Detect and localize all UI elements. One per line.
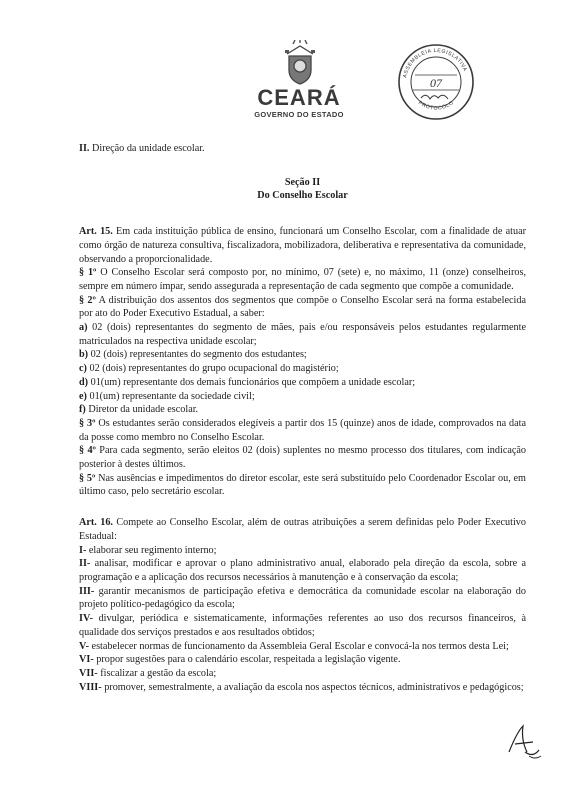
paragraph-text: Para cada segmento, serão eleitos 02 (dois) suplentes no mesmo processo dos titulares, com indicação posterior à destes últimos.	[79, 445, 526, 471]
intro-item-text: Direção da unidade escolar.	[89, 143, 205, 154]
protocol-stamp	[396, 42, 476, 122]
list-item	[79, 667, 526, 681]
paragraph-label: § 1º	[79, 267, 97, 279]
item-text: Diretor da unidade escolar.	[85, 404, 199, 416]
item-label: III-	[79, 585, 95, 597]
paragraph-label: § 4º	[79, 445, 96, 457]
government-logo	[232, 87, 366, 119]
item-label: e)	[79, 390, 87, 402]
document-body	[79, 142, 526, 694]
article-15-text: Em cada instituição pública de ensino, funcionará um Conselho Escolar, com a finalidade de atuar como órgão de natureza consultiva, fiscalizadora, mobilizadora, deliberativa e representativa da comunidade, observando a proporcionalidade.	[79, 226, 526, 265]
item-text: elaborar seu regimento interno;	[86, 544, 217, 556]
article-15-paragraph-4	[79, 444, 526, 471]
item-label: VII-	[79, 667, 98, 679]
item-label: IV-	[79, 613, 93, 625]
item-label: V-	[79, 640, 89, 652]
svg-text:PROTOCOLO: PROTOCOLO	[417, 99, 456, 112]
item-text: estabelecer normas de funcionamento da Assembleia Geral Escolar e convocá-la nos termos desta Lei;	[89, 640, 509, 652]
paragraph-text: Os estudantes serão considerados elegíveis a partir dos 15 (quinze) anos de idade, comprovados na data da posse como membro no Conselho Escolar.	[79, 417, 526, 443]
list-item	[79, 681, 526, 695]
item-text: analisar, modificar e aprovar o plano administrativo anual, elaborado pela direção da escola, sobre a programação e a aplicação dos recursos necessários à manutenção e à conservação da escola;	[79, 558, 526, 583]
item-label: VIII-	[79, 681, 102, 693]
item-text: 01(um) representante dos demais funcionários que compõem a unidade escolar;	[88, 376, 416, 388]
brand-name: CEARÁ	[257, 85, 341, 110]
list-item	[79, 362, 526, 376]
item-text: promover, semestralmente, a avaliação da escola nos aspectos técnicos, administrativos e pedagógicos;	[101, 681, 524, 693]
article-15-paragraph-2	[79, 294, 526, 321]
item-text: fiscalizar a gestão da escola;	[97, 667, 217, 679]
paragraph-text: O Conselho Escolar será composto por, no mínimo, 07 (sete) e, no máximo, 11 (onze) conselheiros, sempre em número ímpar, sendo assegurada a representação de cada segmento que compõe a comunidade.	[79, 267, 526, 292]
list-item	[79, 653, 526, 667]
article-16	[79, 516, 526, 543]
list-item	[79, 544, 526, 558]
list-item	[79, 612, 526, 639]
article-15-paragraph-1	[79, 266, 526, 293]
state-coat-of-arms-icon	[283, 40, 317, 86]
paragraph-label: § 2º	[79, 294, 96, 306]
item-text: 02 (dois) representantes do grupo ocupacional do magistério;	[86, 363, 339, 375]
item-label: f)	[79, 404, 86, 416]
list-item	[79, 403, 526, 417]
item-label: VI-	[79, 654, 94, 666]
paragraph-label: § 5º	[79, 472, 96, 484]
item-text: 01(um) representante da sociedade civil;	[86, 390, 255, 402]
intro-item-label: II.	[79, 143, 90, 154]
item-text: garantir mecanismos de participação efetiva e democrática da comunidade escolar na elaboração do projeto político-pedagógico da escola;	[79, 585, 526, 611]
item-label: d)	[79, 376, 89, 388]
svg-text:07: 07	[430, 76, 442, 90]
list-item	[79, 321, 526, 348]
item-text: propor sugestões para o calendário escolar, respeitada a legislação vigente.	[93, 654, 401, 666]
article-16-text: Compete ao Conselho Escolar, além de outras atribuições a serem definidas pelo Poder Executivo Estadual:	[79, 517, 526, 542]
intro-item	[79, 142, 526, 156]
item-label: b)	[79, 349, 89, 361]
article-15-paragraph-3	[79, 417, 526, 444]
item-label: c)	[79, 363, 87, 375]
section-subtitle: Do Conselho Escolar	[257, 190, 348, 202]
item-label: a)	[79, 322, 88, 334]
item-text: 02 (dois) representantes do segmento de mães, pais e/ou responsáveis pelos estudantes regularmente matriculados na respectiva unidade escolar;	[79, 322, 526, 347]
brand-subtitle: GOVERNO DO ESTADO	[254, 110, 344, 119]
list-item	[79, 390, 526, 404]
list-item	[79, 557, 526, 584]
article-15	[79, 225, 526, 266]
article-15-label: Art. 15.	[79, 226, 113, 238]
list-item	[79, 348, 526, 362]
item-text: divulgar, periódica e sistematicamente, informações referentes ao uso dos recursos financeiros, à qualidade dos serviços prestados e aos resultados obtidos;	[79, 613, 526, 638]
list-item	[79, 376, 526, 390]
handwritten-initials	[503, 722, 543, 762]
item-text: 02 (dois) representantes do segmento dos estudantes;	[88, 349, 307, 361]
paragraph-text: Nas ausências e impedimentos do diretor escolar, este será substituído pelo Coordenador Escolar ou, em último caso, pelo secretário escolar.	[79, 472, 526, 498]
item-label: I-	[79, 544, 87, 556]
list-item	[79, 585, 526, 612]
paragraph-label: § 3º	[79, 417, 96, 429]
article-16-label: Art. 16.	[79, 517, 113, 529]
paragraph-text: A distribuição dos assentos dos segmentos que compõe o Conselho Escolar será na forma estabelecida por ato do Poder Executivo Estadual, a saber:	[79, 294, 526, 320]
list-item	[79, 640, 526, 654]
item-label: II-	[79, 558, 91, 570]
svg-text:ASSEMBLEIA LEGISLATIVA: ASSEMBLEIA LEGISLATIVA	[402, 47, 468, 79]
article-15-paragraph-5	[79, 472, 526, 499]
section-title: Seção II	[284, 176, 321, 188]
